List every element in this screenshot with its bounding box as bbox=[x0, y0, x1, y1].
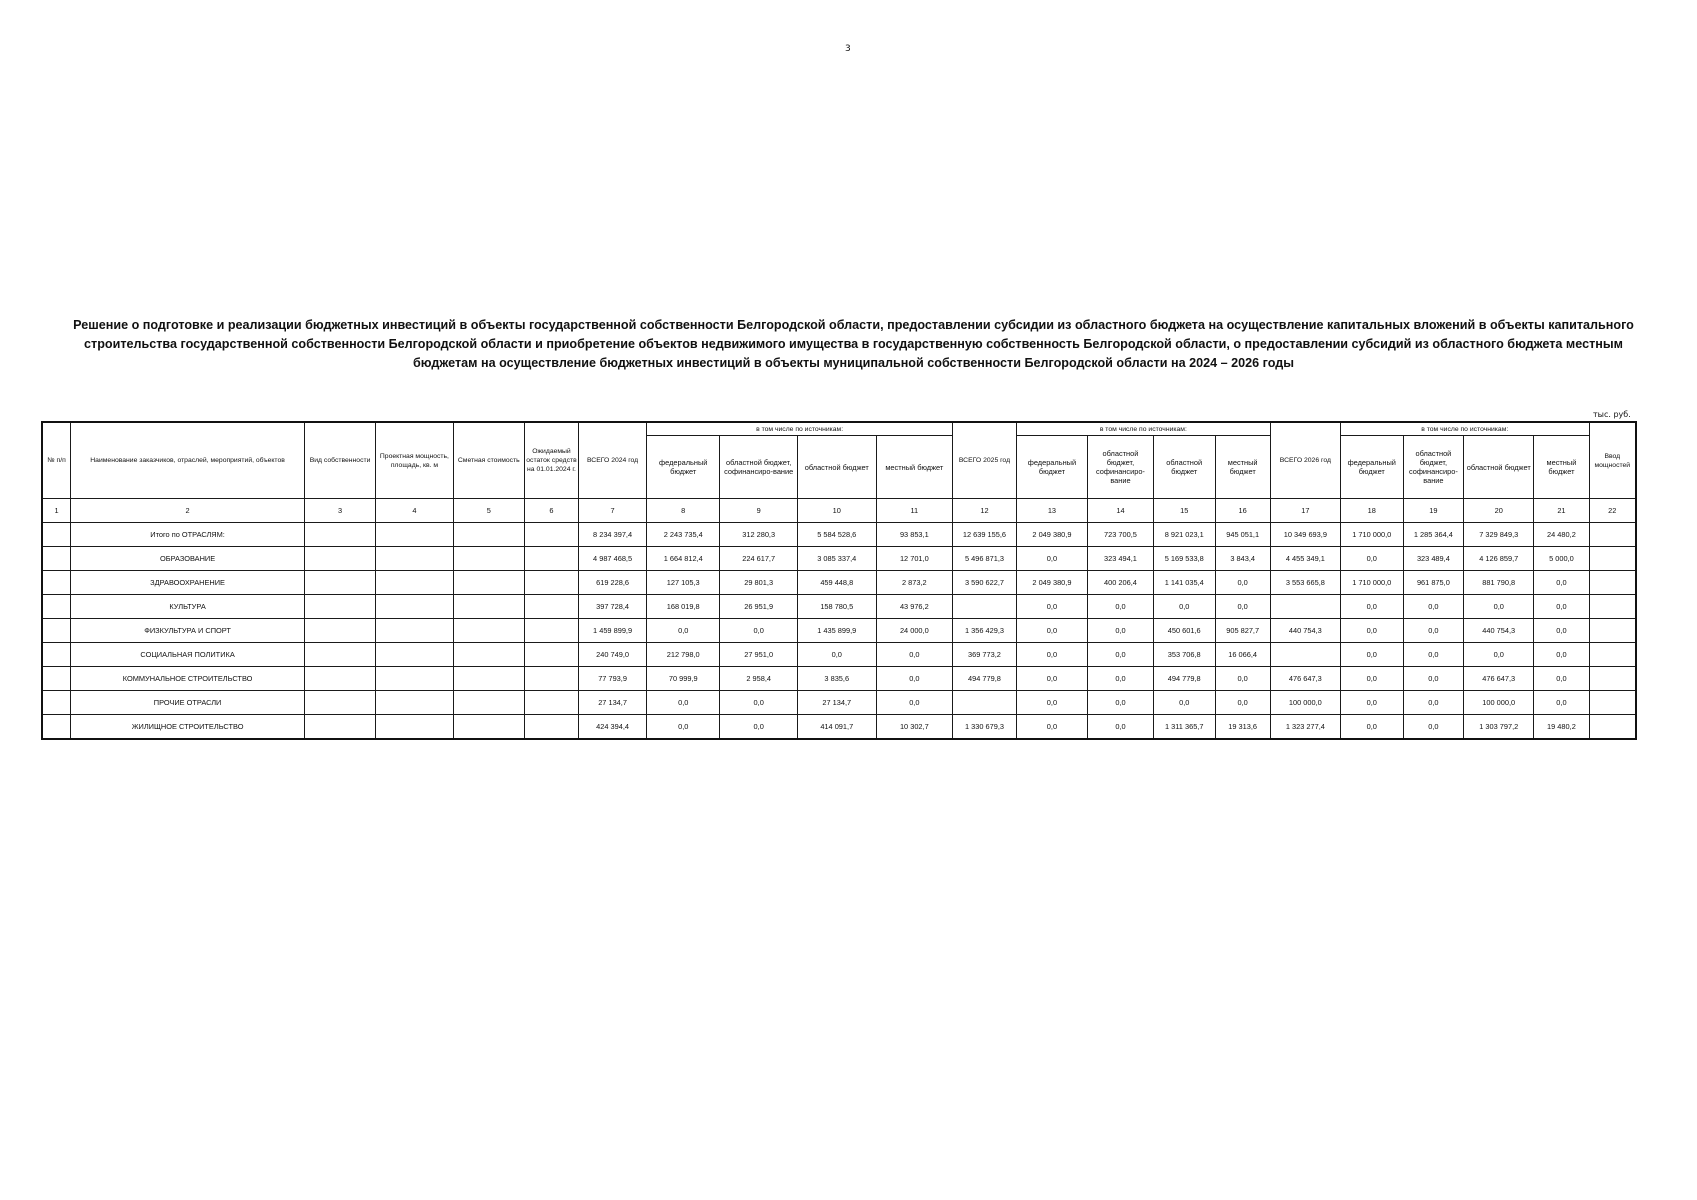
capacity-cell bbox=[376, 643, 454, 667]
commission-cell bbox=[1589, 619, 1636, 643]
value-cell: 0,0 bbox=[1215, 667, 1270, 691]
header-local-2026: местный бюджет bbox=[1534, 436, 1589, 499]
value-cell: 5 496 871,3 bbox=[953, 547, 1017, 571]
value-cell: 0,0 bbox=[1534, 571, 1589, 595]
value-cell: 2 243 735,4 bbox=[647, 523, 720, 547]
row-number-cell bbox=[42, 691, 71, 715]
budget-investments-table bbox=[41, 421, 1637, 740]
header-ownership: Вид собственности bbox=[304, 422, 375, 499]
header-sources-2024: в том числе по источникам: bbox=[647, 422, 953, 436]
value-cell: 0,0 bbox=[1340, 643, 1403, 667]
value-cell: 945 051,1 bbox=[1215, 523, 1270, 547]
estimate-cell bbox=[453, 643, 524, 667]
units-label: тыс. руб. bbox=[1593, 410, 1631, 419]
ownership-cell bbox=[304, 715, 375, 740]
column-number: 3 bbox=[304, 499, 375, 523]
value-cell: 0,0 bbox=[1534, 667, 1589, 691]
value-cell: 0,0 bbox=[1153, 691, 1215, 715]
header-capacity: Проектная мощность, площадь, кв. м bbox=[376, 422, 454, 499]
value-cell: 3 835,6 bbox=[797, 667, 876, 691]
header-regional-2026: областной бюджет bbox=[1464, 436, 1534, 499]
value-cell: 1 710 000,0 bbox=[1340, 523, 1403, 547]
value-cell: 0,0 bbox=[1340, 691, 1403, 715]
row-name-cell: ОБРАЗОВАНИЕ bbox=[71, 547, 305, 571]
table-row bbox=[42, 547, 1636, 571]
capacity-cell bbox=[376, 715, 454, 740]
value-cell: 1 710 000,0 bbox=[1340, 571, 1403, 595]
column-number: 14 bbox=[1088, 499, 1154, 523]
value-cell: 93 853,1 bbox=[876, 523, 953, 547]
value-cell: 1 323 277,4 bbox=[1270, 715, 1340, 740]
table-row bbox=[42, 667, 1636, 691]
commission-cell bbox=[1589, 595, 1636, 619]
header-local-2025: местный бюджет bbox=[1215, 436, 1270, 499]
header-name: Наименование заказчиков, отраслей, мероприятий, объектов bbox=[71, 422, 305, 499]
value-cell: 0,0 bbox=[1016, 715, 1087, 740]
value-cell: 0,0 bbox=[1403, 643, 1464, 667]
commission-cell bbox=[1589, 667, 1636, 691]
column-number: 22 bbox=[1589, 499, 1636, 523]
value-cell: 0,0 bbox=[1016, 643, 1087, 667]
column-number: 15 bbox=[1153, 499, 1215, 523]
value-cell: 312 280,3 bbox=[720, 523, 798, 547]
value-cell: 0,0 bbox=[1464, 643, 1534, 667]
table-row bbox=[42, 595, 1636, 619]
estimate-cell bbox=[453, 667, 524, 691]
value-cell: 0,0 bbox=[720, 691, 798, 715]
value-cell: 450 601,6 bbox=[1153, 619, 1215, 643]
row-number-cell bbox=[42, 595, 71, 619]
column-number: 1 bbox=[42, 499, 71, 523]
header-commission: Ввод мощностей bbox=[1589, 422, 1636, 499]
ownership-cell bbox=[304, 667, 375, 691]
value-cell: 240 749,0 bbox=[579, 643, 647, 667]
table-row bbox=[42, 643, 1636, 667]
column-number: 6 bbox=[524, 499, 578, 523]
value-cell: 8 234 397,4 bbox=[579, 523, 647, 547]
value-cell: 369 773,2 bbox=[953, 643, 1017, 667]
header-cofin-2025: областной бюджет, софинансиро-вание bbox=[1088, 436, 1154, 499]
value-cell: 100 000,0 bbox=[1270, 691, 1340, 715]
value-cell: 26 951,9 bbox=[720, 595, 798, 619]
value-cell: 0,0 bbox=[1403, 619, 1464, 643]
value-cell: 3 553 665,8 bbox=[1270, 571, 1340, 595]
commission-cell bbox=[1589, 571, 1636, 595]
value-cell: 2 049 380,9 bbox=[1016, 571, 1087, 595]
value-cell: 4 987 468,5 bbox=[579, 547, 647, 571]
remainder-cell bbox=[524, 619, 578, 643]
value-cell: 7 329 849,3 bbox=[1464, 523, 1534, 547]
row-name-cell: ЗДРАВООХРАНЕНИЕ bbox=[71, 571, 305, 595]
ownership-cell bbox=[304, 547, 375, 571]
document-title: Решение о подготовке и реализации бюджетных инвестиций в объекты государственной собственности Белгородской области, предоставлении субсидии из областного бюджета на осуществление капитальных вложений в объекты капитального строительства государственной собственности Белгородской области и приобретение объектов недвижимого имущества в государственную собственность Белгородской области, о предоставлении субсидий из областного бюджета местным бюджетам на осуществление бюджетных инвестиций в объекты муниципальной собственности Белгородской области на 2024 – 2026 годы bbox=[73, 318, 1634, 370]
value-cell: 1 303 797,2 bbox=[1464, 715, 1534, 740]
estimate-cell bbox=[453, 547, 524, 571]
ownership-cell bbox=[304, 643, 375, 667]
ownership-cell bbox=[304, 691, 375, 715]
commission-cell bbox=[1589, 691, 1636, 715]
value-cell bbox=[953, 595, 1017, 619]
table-row bbox=[42, 715, 1636, 740]
value-cell: 0,0 bbox=[1464, 595, 1534, 619]
capacity-cell bbox=[376, 691, 454, 715]
value-cell: 0,0 bbox=[876, 691, 953, 715]
value-cell: 0,0 bbox=[1088, 619, 1154, 643]
value-cell: 0,0 bbox=[1340, 715, 1403, 740]
remainder-cell bbox=[524, 715, 578, 740]
column-number: 21 bbox=[1534, 499, 1589, 523]
value-cell: 0,0 bbox=[647, 691, 720, 715]
column-number: 11 bbox=[876, 499, 953, 523]
value-cell: 400 206,4 bbox=[1088, 571, 1154, 595]
capacity-cell bbox=[376, 667, 454, 691]
commission-cell bbox=[1589, 715, 1636, 740]
column-number: 2 bbox=[71, 499, 305, 523]
value-cell: 494 779,8 bbox=[1153, 667, 1215, 691]
row-name-cell: Итого по ОТРАСЛЯМ: bbox=[71, 523, 305, 547]
value-cell: 1 141 035,4 bbox=[1153, 571, 1215, 595]
value-cell: 0,0 bbox=[1534, 595, 1589, 619]
value-cell: 0,0 bbox=[720, 715, 798, 740]
row-number-cell bbox=[42, 547, 71, 571]
value-cell: 3 843,4 bbox=[1215, 547, 1270, 571]
capacity-cell bbox=[376, 619, 454, 643]
value-cell: 0,0 bbox=[1403, 715, 1464, 740]
row-number-cell bbox=[42, 619, 71, 643]
page-number: 3 bbox=[845, 44, 851, 54]
value-cell: 0,0 bbox=[1088, 691, 1154, 715]
value-cell: 459 448,8 bbox=[797, 571, 876, 595]
value-cell: 70 999,9 bbox=[647, 667, 720, 691]
value-cell: 2 873,2 bbox=[876, 571, 953, 595]
value-cell: 1 330 679,3 bbox=[953, 715, 1017, 740]
value-cell: 0,0 bbox=[1215, 691, 1270, 715]
row-name-cell: КУЛЬТУРА bbox=[71, 595, 305, 619]
row-name-cell: ФИЗКУЛЬТУРА И СПОРТ bbox=[71, 619, 305, 643]
value-cell: 0,0 bbox=[1403, 595, 1464, 619]
column-number: 7 bbox=[579, 499, 647, 523]
value-cell: 0,0 bbox=[1340, 547, 1403, 571]
value-cell: 158 780,5 bbox=[797, 595, 876, 619]
value-cell: 43 976,2 bbox=[876, 595, 953, 619]
ownership-cell bbox=[304, 619, 375, 643]
value-cell: 0,0 bbox=[1016, 547, 1087, 571]
value-cell: 0,0 bbox=[1534, 643, 1589, 667]
value-cell: 0,0 bbox=[797, 643, 876, 667]
value-cell: 127 105,3 bbox=[647, 571, 720, 595]
value-cell: 2 958,4 bbox=[720, 667, 798, 691]
row-number-cell bbox=[42, 667, 71, 691]
value-cell: 100 000,0 bbox=[1464, 691, 1534, 715]
header-regional-2024: областной бюджет bbox=[797, 436, 876, 499]
value-cell: 168 019,8 bbox=[647, 595, 720, 619]
value-cell: 1 311 365,7 bbox=[1153, 715, 1215, 740]
value-cell: 0,0 bbox=[720, 619, 798, 643]
estimate-cell bbox=[453, 619, 524, 643]
row-number-cell bbox=[42, 571, 71, 595]
value-cell: 414 091,7 bbox=[797, 715, 876, 740]
commission-cell bbox=[1589, 643, 1636, 667]
remainder-cell bbox=[524, 571, 578, 595]
header-local-2024: местный бюджет bbox=[876, 436, 953, 499]
row-name-cell: ПРОЧИЕ ОТРАСЛИ bbox=[71, 691, 305, 715]
value-cell: 0,0 bbox=[1215, 595, 1270, 619]
value-cell: 27 134,7 bbox=[579, 691, 647, 715]
remainder-cell bbox=[524, 691, 578, 715]
column-number: 4 bbox=[376, 499, 454, 523]
value-cell: 0,0 bbox=[647, 619, 720, 643]
value-cell: 1 435 899,9 bbox=[797, 619, 876, 643]
header-total-2024: ВСЕГО 2024 год bbox=[579, 422, 647, 499]
value-cell: 12 701,0 bbox=[876, 547, 953, 571]
value-cell: 476 647,3 bbox=[1270, 667, 1340, 691]
column-number: 8 bbox=[647, 499, 720, 523]
header-cofin-2024: областной бюджет, софинансиро-вание bbox=[720, 436, 798, 499]
remainder-cell bbox=[524, 643, 578, 667]
value-cell: 0,0 bbox=[1016, 667, 1087, 691]
value-cell: 0,0 bbox=[1088, 643, 1154, 667]
value-cell: 24 480,2 bbox=[1534, 523, 1589, 547]
value-cell: 323 489,4 bbox=[1403, 547, 1464, 571]
value-cell: 0,0 bbox=[876, 667, 953, 691]
value-cell: 29 801,3 bbox=[720, 571, 798, 595]
value-cell: 224 617,7 bbox=[720, 547, 798, 571]
ownership-cell bbox=[304, 571, 375, 595]
value-cell: 27 134,7 bbox=[797, 691, 876, 715]
header-sources-2025: в том числе по источникам: bbox=[1016, 422, 1270, 436]
value-cell: 723 700,5 bbox=[1088, 523, 1154, 547]
value-cell: 905 827,7 bbox=[1215, 619, 1270, 643]
value-cell: 19 480,2 bbox=[1534, 715, 1589, 740]
column-number: 5 bbox=[453, 499, 524, 523]
remainder-cell bbox=[524, 523, 578, 547]
value-cell: 0,0 bbox=[1340, 595, 1403, 619]
value-cell: 397 728,4 bbox=[579, 595, 647, 619]
header-cofin-2026: областной бюджет, софинансиро-вание bbox=[1403, 436, 1464, 499]
value-cell: 27 951,0 bbox=[720, 643, 798, 667]
row-number-cell bbox=[42, 715, 71, 740]
estimate-cell bbox=[453, 715, 524, 740]
value-cell: 12 639 155,6 bbox=[953, 523, 1017, 547]
row-number-cell bbox=[42, 523, 71, 547]
header-total-2026: ВСЕГО 2026 год bbox=[1270, 422, 1340, 499]
header-regional-2025: областной бюджет bbox=[1153, 436, 1215, 499]
estimate-cell bbox=[453, 523, 524, 547]
value-cell: 619 228,6 bbox=[579, 571, 647, 595]
remainder-cell bbox=[524, 667, 578, 691]
value-cell: 1 459 899,9 bbox=[579, 619, 647, 643]
table-row bbox=[42, 523, 1636, 547]
value-cell: 0,0 bbox=[1215, 571, 1270, 595]
remainder-cell bbox=[524, 595, 578, 619]
column-number: 20 bbox=[1464, 499, 1534, 523]
value-cell: 0,0 bbox=[1088, 595, 1154, 619]
value-cell: 19 313,6 bbox=[1215, 715, 1270, 740]
value-cell: 0,0 bbox=[1534, 619, 1589, 643]
value-cell: 881 790,8 bbox=[1464, 571, 1534, 595]
value-cell: 0,0 bbox=[1016, 619, 1087, 643]
column-number: 10 bbox=[797, 499, 876, 523]
ownership-cell bbox=[304, 523, 375, 547]
value-cell: 0,0 bbox=[876, 643, 953, 667]
column-number: 19 bbox=[1403, 499, 1464, 523]
commission-cell bbox=[1589, 547, 1636, 571]
value-cell: 8 921 023,1 bbox=[1153, 523, 1215, 547]
value-cell: 494 779,8 bbox=[953, 667, 1017, 691]
header-sources-2026: в том числе по источникам: bbox=[1340, 422, 1589, 436]
header-federal-2026: федеральный бюджет bbox=[1340, 436, 1403, 499]
capacity-cell bbox=[376, 547, 454, 571]
column-number: 9 bbox=[720, 499, 798, 523]
commission-cell bbox=[1589, 523, 1636, 547]
column-number: 12 bbox=[953, 499, 1017, 523]
ownership-cell bbox=[304, 595, 375, 619]
column-number: 13 bbox=[1016, 499, 1087, 523]
value-cell: 353 706,8 bbox=[1153, 643, 1215, 667]
value-cell: 961 875,0 bbox=[1403, 571, 1464, 595]
value-cell: 0,0 bbox=[1340, 667, 1403, 691]
header-total-2025: ВСЕГО 2025 год bbox=[953, 422, 1017, 499]
value-cell: 1 356 429,3 bbox=[953, 619, 1017, 643]
value-cell: 0,0 bbox=[1340, 619, 1403, 643]
value-cell: 3 590 622,7 bbox=[953, 571, 1017, 595]
value-cell: 1 285 364,4 bbox=[1403, 523, 1464, 547]
column-number: 16 bbox=[1215, 499, 1270, 523]
value-cell: 0,0 bbox=[647, 715, 720, 740]
value-cell: 5 584 528,6 bbox=[797, 523, 876, 547]
remainder-cell bbox=[524, 547, 578, 571]
value-cell: 10 302,7 bbox=[876, 715, 953, 740]
row-name-cell: КОММУНАЛЬНОЕ СТРОИТЕЛЬСТВО bbox=[71, 667, 305, 691]
value-cell: 323 494,1 bbox=[1088, 547, 1154, 571]
value-cell bbox=[953, 691, 1017, 715]
header-federal-2025: федеральный бюджет bbox=[1016, 436, 1087, 499]
estimate-cell bbox=[453, 691, 524, 715]
header-federal-2024: федеральный бюджет bbox=[647, 436, 720, 499]
value-cell: 5 169 533,8 bbox=[1153, 547, 1215, 571]
column-number: 17 bbox=[1270, 499, 1340, 523]
row-name-cell: СОЦИАЛЬНАЯ ПОЛИТИКА bbox=[71, 643, 305, 667]
value-cell: 24 000,0 bbox=[876, 619, 953, 643]
capacity-cell bbox=[376, 595, 454, 619]
header-row-top bbox=[42, 422, 1636, 436]
value-cell: 2 049 380,9 bbox=[1016, 523, 1087, 547]
value-cell: 0,0 bbox=[1403, 667, 1464, 691]
value-cell: 212 798,0 bbox=[647, 643, 720, 667]
value-cell: 0,0 bbox=[1088, 715, 1154, 740]
row-name-cell: ЖИЛИЩНОЕ СТРОИТЕЛЬСТВО bbox=[71, 715, 305, 740]
header-remainder: Ожидаемый остаток средств на 01.01.2024 г. bbox=[524, 422, 578, 499]
value-cell: 440 754,3 bbox=[1270, 619, 1340, 643]
value-cell: 0,0 bbox=[1016, 691, 1087, 715]
estimate-cell bbox=[453, 595, 524, 619]
value-cell: 16 066,4 bbox=[1215, 643, 1270, 667]
header-estimate: Сметная стоимость bbox=[453, 422, 524, 499]
value-cell: 10 349 693,9 bbox=[1270, 523, 1340, 547]
value-cell: 4 126 859,7 bbox=[1464, 547, 1534, 571]
value-cell: 5 000,0 bbox=[1534, 547, 1589, 571]
value-cell: 4 455 349,1 bbox=[1270, 547, 1340, 571]
capacity-cell bbox=[376, 523, 454, 547]
value-cell: 0,0 bbox=[1534, 691, 1589, 715]
header-num: № п/п bbox=[42, 422, 71, 499]
table-body bbox=[42, 499, 1636, 740]
column-number: 18 bbox=[1340, 499, 1403, 523]
value-cell bbox=[1270, 643, 1340, 667]
table-row bbox=[42, 571, 1636, 595]
value-cell: 0,0 bbox=[1088, 667, 1154, 691]
value-cell: 1 664 812,4 bbox=[647, 547, 720, 571]
value-cell: 77 793,9 bbox=[579, 667, 647, 691]
value-cell: 476 647,3 bbox=[1464, 667, 1534, 691]
value-cell: 3 085 337,4 bbox=[797, 547, 876, 571]
value-cell: 0,0 bbox=[1016, 595, 1087, 619]
value-cell: 0,0 bbox=[1403, 691, 1464, 715]
value-cell bbox=[1270, 595, 1340, 619]
value-cell: 440 754,3 bbox=[1464, 619, 1534, 643]
column-number-row bbox=[42, 499, 1636, 523]
table-row bbox=[42, 691, 1636, 715]
value-cell: 0,0 bbox=[1153, 595, 1215, 619]
estimate-cell bbox=[453, 571, 524, 595]
table-row bbox=[42, 619, 1636, 643]
value-cell: 424 394,4 bbox=[579, 715, 647, 740]
capacity-cell bbox=[376, 571, 454, 595]
row-number-cell bbox=[42, 643, 71, 667]
